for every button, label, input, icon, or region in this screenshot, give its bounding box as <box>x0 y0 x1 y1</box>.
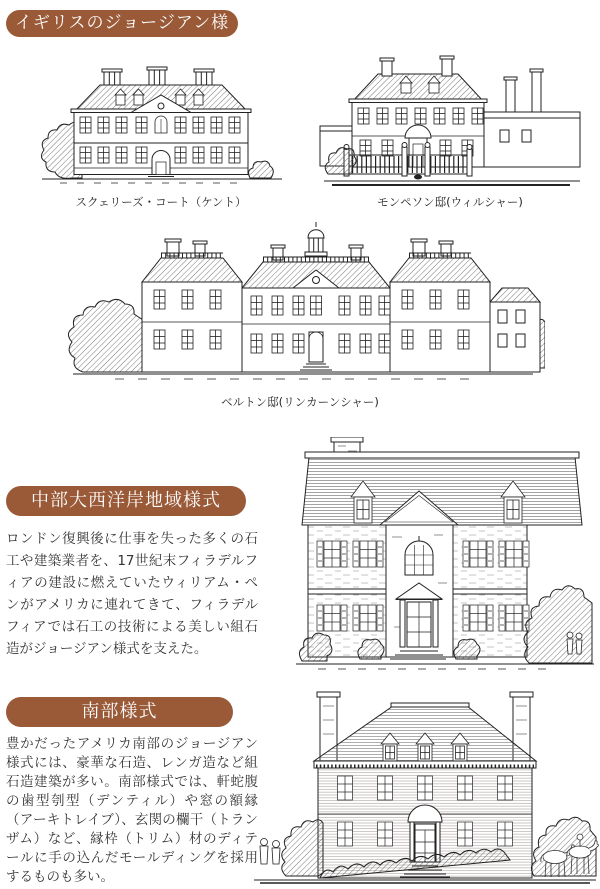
mompesson-house-illustration <box>318 52 586 194</box>
belton-house-illustration <box>55 210 545 395</box>
right-building <box>484 69 580 167</box>
bush <box>249 161 274 178</box>
trees-right <box>524 586 592 663</box>
mid-atlantic-house-illustration <box>288 437 600 687</box>
caption-mompesson: モンペソン邸(ウィルシャー) <box>377 195 523 209</box>
roof-right-wing <box>390 258 490 282</box>
section-heading-southern: 南部様式 <box>6 697 233 727</box>
caption-squerryes: スクェリーズ・コート（ケント） <box>75 195 247 209</box>
palladian-window <box>405 541 433 575</box>
section-heading-mid-atlantic: 中部大西洋岸地域様式 <box>6 486 246 516</box>
figures-left <box>260 839 280 865</box>
shrub-left <box>299 633 331 661</box>
roof-left-wing <box>142 258 242 282</box>
tree-left <box>68 299 143 372</box>
caption-belton: ベルトン邸(リンカーンシャー) <box>221 395 379 409</box>
mid-atlantic-body-text: ロンドン復興後に仕事を失った多くの石工や建築業者を、17世紀末フィラデルフィアの建設に燃えていたウィリアム・ペンがアメリカに連れてきて、フィラデルフィアでは石工の技術による美しい組石造がジョージアン様式を支えた。 <box>6 531 258 657</box>
windows-upper <box>358 108 483 124</box>
roof <box>352 74 484 102</box>
annex <box>490 288 540 372</box>
cupola <box>305 222 327 256</box>
section-heading-britain: イギリスのジョージアン様式 <box>6 10 238 37</box>
tree-left <box>282 820 323 876</box>
dog <box>414 175 422 180</box>
chimneys <box>380 56 454 76</box>
southern-house-illustration <box>250 690 600 889</box>
tree-right <box>531 817 596 876</box>
southern-body-text: 豊かだったアメリカ南部のジョージアン様式には、豪華な石造、レンガ造など組石造建築が多い。南部様式では、軒蛇腹の歯型刳型（デンティル）や窓の額縁（アーキトレイブ）、玄関の欄干（トランザム）など、縁枠（トリム）材のディテールに手の込んだモールディングを採用するものも多い。 <box>6 736 258 885</box>
entrance-door <box>309 332 323 362</box>
squerryes-court-illustration <box>30 55 292 195</box>
roof-stacks <box>102 67 214 85</box>
